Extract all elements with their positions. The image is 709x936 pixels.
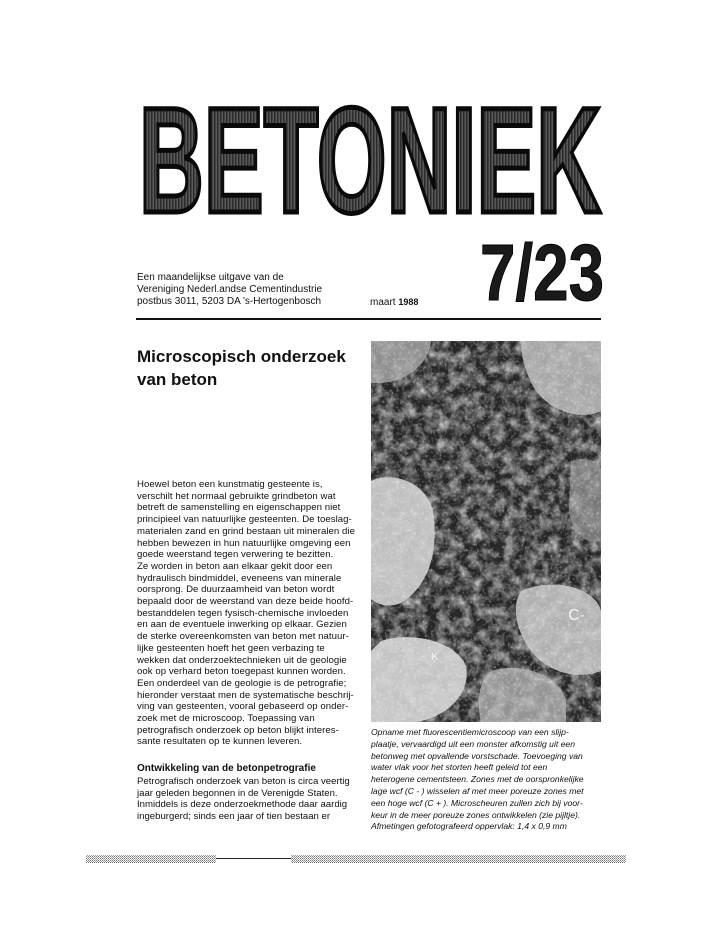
article-title	[137, 345, 377, 391]
text-line: de sterke overeenkomsten van beton met natuur-	[137, 631, 349, 643]
text-line: lage wcf (C - ) wisselen af met meer poreuze zones met	[371, 785, 584, 796]
publisher-line: Een maandelijkse uitgave van de	[137, 272, 284, 283]
article-body-continued	[137, 776, 363, 823]
text-line: oorsprong. De duurzaamheid van beton wordt	[137, 584, 335, 596]
text-line: plaatje, vervaardigd uit een monster afkomstig uit een	[371, 738, 575, 749]
title-line: van beton	[137, 370, 218, 389]
photo-label-c: C-	[568, 607, 585, 624]
text-line: petrografisch onderzoek op beton blijkt interes-	[137, 724, 339, 736]
text-line: verschilt het normaal gebruikte grindbeton wat	[137, 490, 336, 502]
text-line: Een onderdeel van de geologie is de petrografie;	[137, 677, 347, 689]
text-line: zoek met de microscoop. Toepassing van	[137, 713, 315, 725]
text-line: ving van gesteenten, vooral gebaseerd op onder-	[137, 701, 349, 713]
text-line: hieronder verstaat men de systematische beschrij-	[137, 689, 354, 701]
issue-text: 7/23	[480, 228, 604, 317]
issue-number	[478, 228, 606, 317]
photo-caption	[371, 727, 603, 833]
date-year: 1988	[398, 297, 419, 307]
text-line: heterogene cementsteen. Zones met de oorspronkelijke	[371, 774, 584, 785]
text-line: hebben bewezen in hun natuurlijke omgeving een	[137, 537, 351, 549]
masthead-title: BETONIEK	[139, 76, 601, 244]
text-line: materialen zand en grind bestaan uit mineralen die	[137, 525, 355, 537]
text-line: een hoge wcf (C + ). Microscheuren zullen zich bij voor-	[371, 797, 583, 808]
microscope-photo	[371, 341, 601, 722]
publisher-info	[137, 272, 377, 308]
publisher-line: postbus 3011, 5203 DA 's-Hertogenbosch	[137, 296, 322, 307]
text-line: jaar geleden begonnen in de Verenigde Staten.	[137, 787, 338, 799]
text-line: Afmetingen gefotografeerd oppervlak: 1,4 x 0,9 mm	[371, 821, 567, 832]
text-line: goede weerstand tegen verwering te bezitten.	[137, 549, 334, 561]
text-line: Hoewel beton een kunstmatig gesteente is,	[137, 479, 323, 490]
date-month: maart	[370, 297, 396, 308]
text-line: Ze worden in beton aan elkaar gekit door een	[137, 560, 333, 572]
text-line: betreft de samenstelling en eigenschappen niet	[137, 502, 341, 514]
text-line: ook op verhard beton toegepast kunnen worden.	[137, 666, 346, 678]
text-line: keur in de meer poreuze zones ontwikkelen (zie pijltje).	[371, 809, 581, 820]
text-line: Opname met fluorescentiemicroscoop van een slijp-	[371, 727, 569, 737]
text-line: wekken dat onderzoektechnieken uit de geologie	[137, 654, 347, 666]
text-line: bestanddelen tegen fysisch-chemische invloeden	[137, 607, 349, 619]
text-line: sante resultaten op te kunnen leveren.	[137, 736, 303, 748]
text-line: betonweg met opvallende vorstschade. Toevoeging van	[371, 750, 583, 761]
publisher-line: Vereniging Nederl.andse Cementindustrie	[137, 284, 323, 295]
text-line: en aan de eventuele inwerking op elkaar. Gezien	[137, 619, 347, 631]
issue-date	[370, 296, 418, 309]
footer-strip	[86, 854, 626, 864]
article-body	[137, 479, 363, 748]
header-divider	[136, 318, 601, 320]
text-line: ingeburgerd; sinds een jaar of tien bestaan er	[137, 811, 331, 823]
text-line: lijke gesteenten hoeft het geen verbazing te	[137, 642, 325, 654]
text-line: water vlak voor het storten heeft geleid tot een	[371, 762, 548, 773]
text-line: hydraulisch bindmiddel, eveneens van minerale	[137, 572, 342, 584]
section-heading: Ontwikkeling van de betonpetrografie	[137, 763, 316, 774]
text-line: bepaald door de weerstand van deze beide hoofd-	[137, 596, 354, 608]
text-line: Inmiddels is deze onderzoekmethode daar aardig	[137, 799, 348, 811]
title-line: Microscopisch onderzoek	[137, 347, 346, 366]
text-line: Petrografisch onderzoek van beton is circa veertig	[137, 776, 350, 787]
text-line: principieel van natuurlijke gesteenten. De toeslag-	[137, 514, 352, 526]
photo-label-k: K	[431, 651, 439, 663]
masthead-logo	[136, 76, 604, 244]
